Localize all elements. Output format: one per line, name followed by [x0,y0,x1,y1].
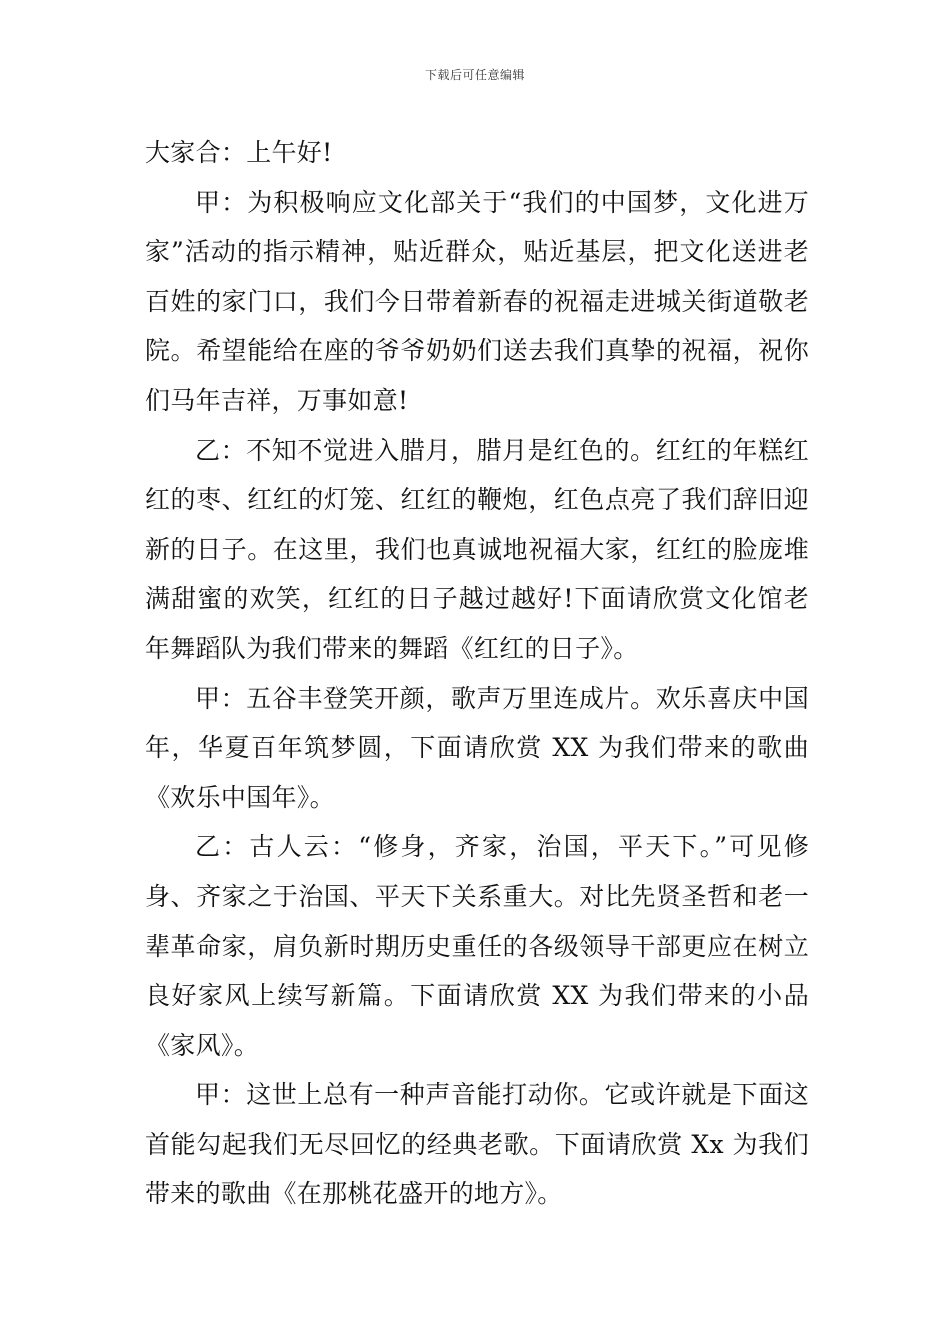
paragraph-jia-opening: 甲：为积极响应文化部关于“我们的中国梦，文化进万家”活动的指示精神，贴近群众，贴近基层，把文化送进老百姓的家门口，我们今日带着新春的祝福走进城关街道敬老院。希望能给在座的爷爷奶奶们送去我们真挚的祝福，祝你们马年吉祥，万事如意! [145,187,809,415]
page-header-note: 下载后可任意编辑 [424,68,525,82]
paragraph-yi-dance-intro: 乙：不知不觉进入腊月，腊月是红色的。红红的年糕红红的枣、红红的灯笼、红红的鞭炮，红色点亮了我们辞旧迎新的日子。在这里，我们也真诚地祝福大家，红红的脸庞堆满甜蜜的欢笑，红红的日子越过越好!下面请欣赏文化馆老年舞蹈队为我们带来的舞蹈《红红的日子》。 [145,435,809,663]
paragraph-jia-oldsong-intro: 甲：这世上总有一种声音能打动你。它或许就是下面这首能勾起我们无尽回忆的经典老歌。下面请欣赏 Xx 为我们带来的歌曲《在那桃花盛开的地方》。 [145,1080,809,1209]
paragraph-jia-song-intro: 甲：五谷丰登笑开颜，歌声万里连成片。欢乐喜庆中国年，华夏百年筑梦圆，下面请欣赏 XX 为我们带来的歌曲《欢乐中国年》。 [145,683,809,812]
paragraph-greeting: 大家合：上午好! [145,138,333,167]
paragraph-yi-skit-intro: 乙：古人云：“修身，齐家，治国，平天下。”可见修身、齐家之于治国、平天下关系重大。对比先贤圣哲和老一辈革命家，肩负新时期历史重任的各级领导干部更应在树立良好家风上续写新篇。下面请欣赏 XX 为我们带来的小品《家风》。 [145,832,809,1060]
document-body [145,128,809,1219]
